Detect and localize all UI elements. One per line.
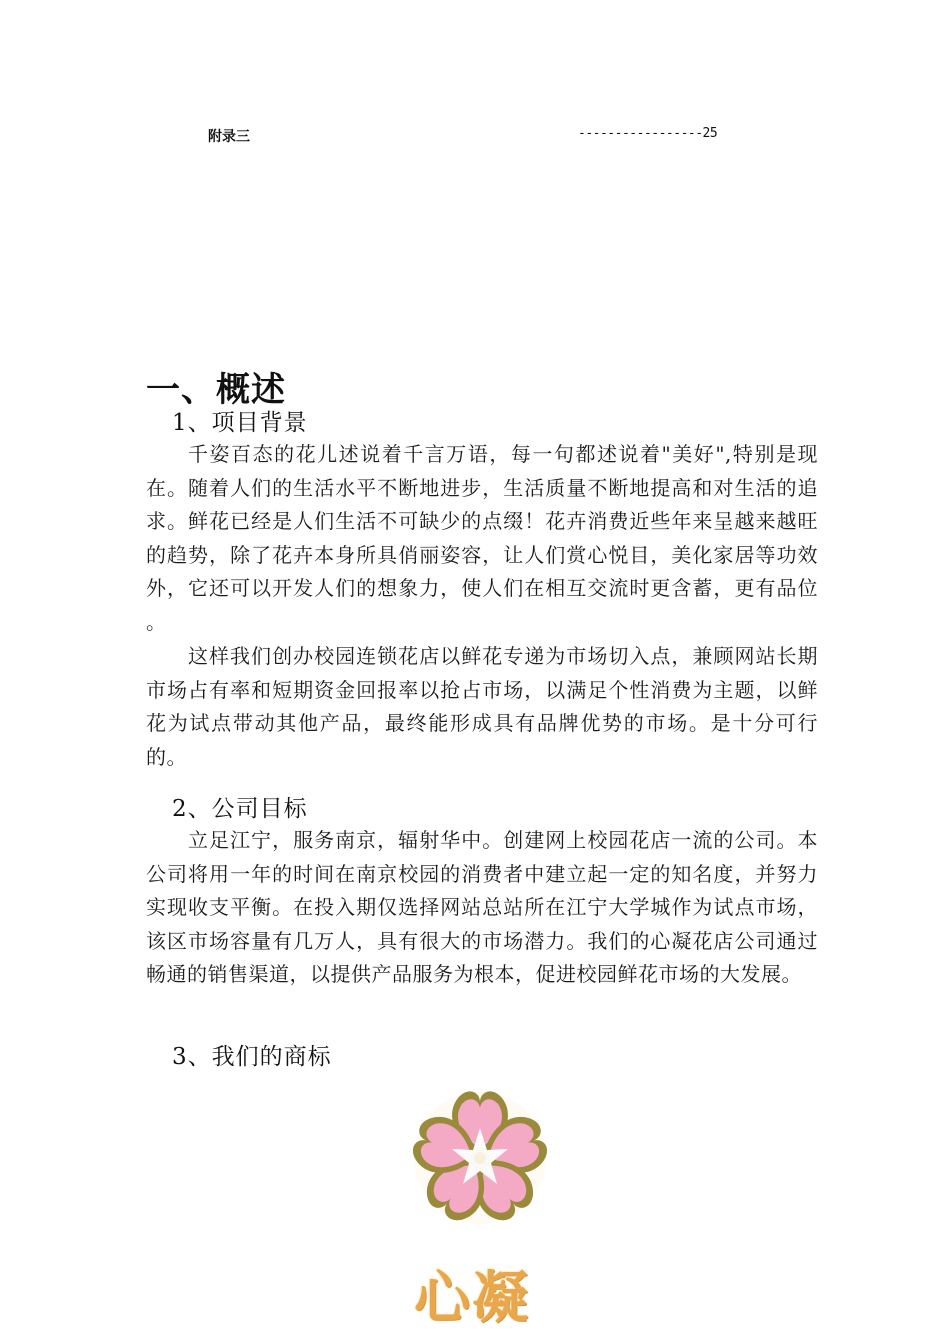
subsection-title-background: 1、项目背景: [172, 410, 308, 436]
paragraph-goals: 立足江宁，服务南京，辐射华中。创建网上校园花店一流的公司。本公司将用一年的时间在南京校园的消费者中建立起一定的知名度，并努力实现收支平衡。在投入期仅选择网站总站所在江宁大学城作为试点市场，该区市场容量有几万人，具有很大的市场潜力。我们的心凝花店公司通过畅通的销售渠道，以提供产品服务为根本，促进校园鲜花市场的大发展。: [146, 828, 818, 986]
toc-page-leader: -----------------25: [578, 126, 718, 141]
paragraph-background-1: 千姿百态的花儿述说着千言万语，每一句都述说着"美好",特别是现在。随着人们的生活水平不断地进步，生活质量不断地提高和对生活的追求。鲜花已经是人们生活不可缺少的点缀！花卉消费近些年来呈越来越旺的趋势，除了花卉本身所具俏丽姿容，让人们赏心悦目，美化家居等功效外，它还可以开发人们的想象力，使人们在相互交流时更含蓄，更有品位 。: [146, 442, 818, 634]
subsection-title-goals: 2、公司目标: [172, 796, 308, 822]
paragraph-background-2: 这样我们创办校园连锁花店以鲜花专递为市场切入点，兼顾网站长期市场占有率和短期资金回报率以抢占市场，以满足个性消费为主题，以鲜花为试点带动其他产品，最终能形成具有品牌优势的市场。是十分可行的。: [146, 644, 818, 769]
brand-text: 心凝: [414, 1266, 530, 1331]
toc-label: 附录三: [208, 129, 250, 145]
toc-row: [0, 126, 950, 148]
section-title: 一、概述: [146, 370, 286, 410]
subsection-title-trademark: 3、我们的商标: [172, 1044, 332, 1070]
flower-logo-icon: [400, 1078, 560, 1238]
